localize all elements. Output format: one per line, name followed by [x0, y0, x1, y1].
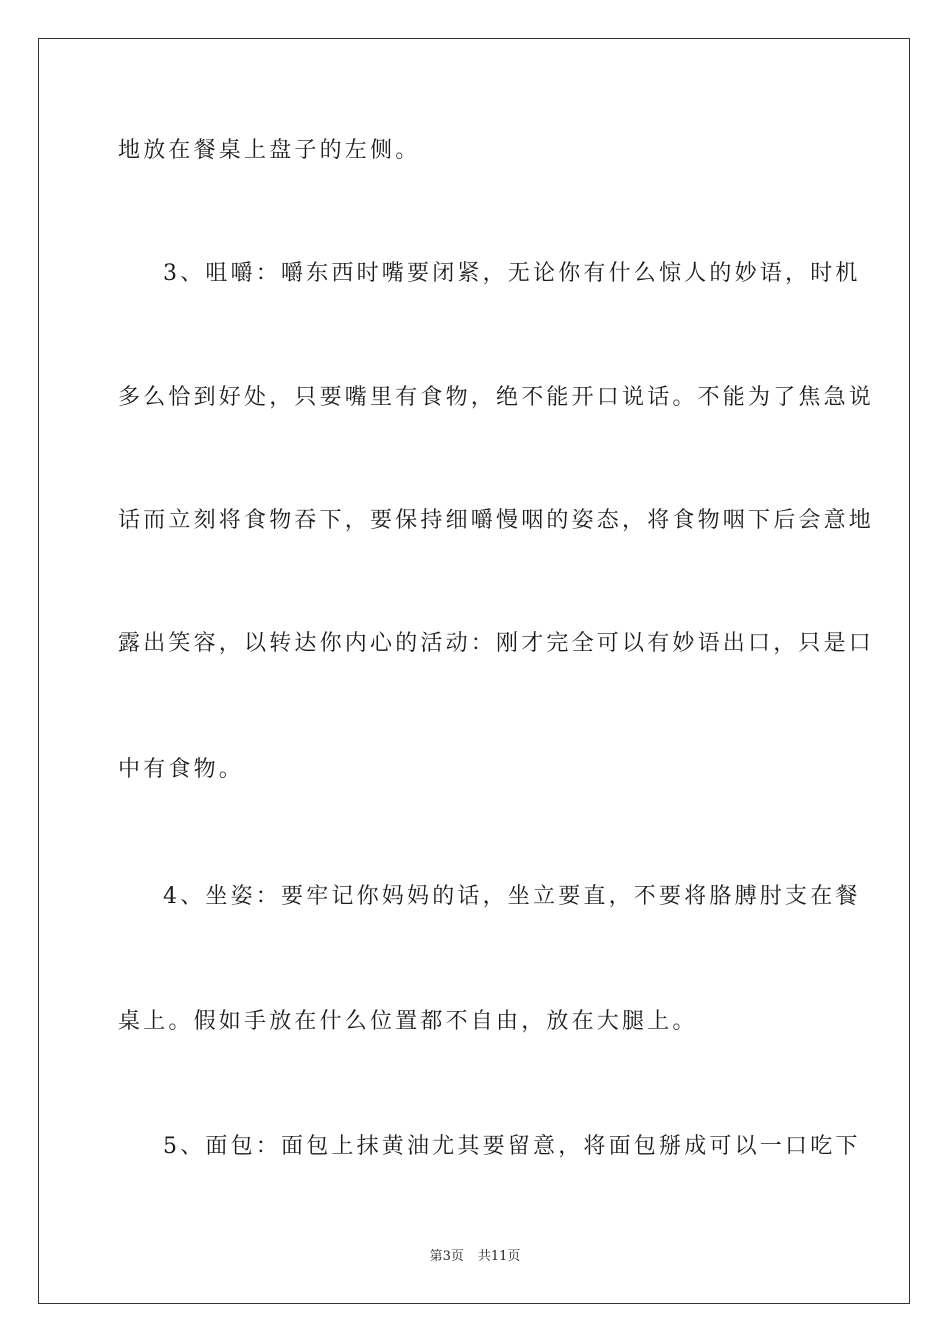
body-line-8: 桌上。假如手放在什么位置都不自由，放在大腿上。	[118, 1009, 698, 1034]
page-footer	[0, 1248, 950, 1266]
body-line-4: 话而立刻将食物吞下，要保持细嚼慢咽的姿态，将食物咽下后会意地	[118, 508, 875, 533]
body-line-3: 多么恰到好处，只要嘴里有食物，绝不能开口说话。不能为了焦急说	[118, 385, 875, 410]
page-number: 第3页	[429, 1249, 464, 1264]
body-line-9: 5、面包：面包上抹黄油尤其要留意，将面包掰成可以一口吃下	[163, 1134, 861, 1159]
page-border	[38, 38, 910, 1304]
body-line-1: 地放在餐桌上盘子的左侧。	[118, 138, 421, 163]
body-line-7: 4、坐姿：要牢记你妈妈的话，坐立要直，不要将胳膊肘支在餐	[163, 884, 861, 909]
page-total: 共11页	[477, 1249, 521, 1264]
body-line-2: 3、咀嚼：嚼东西时嘴要闭紧，无论你有什么惊人的妙语，时机	[163, 261, 861, 286]
body-line-5: 露出笑容，以转达你内心的活动：刚才完全可以有妙语出口，只是口	[118, 631, 875, 656]
body-line-6: 中有食物。	[118, 757, 245, 782]
